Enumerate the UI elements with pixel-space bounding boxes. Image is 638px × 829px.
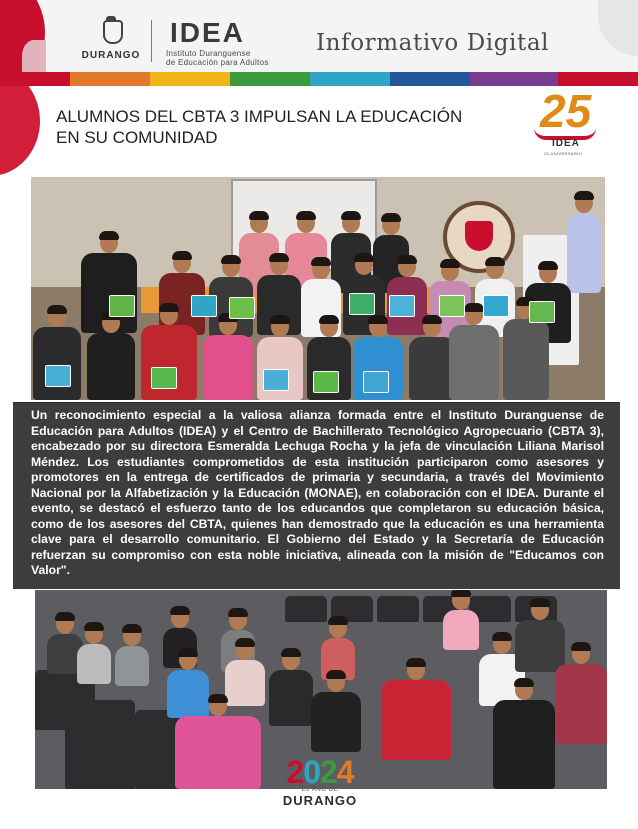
- stripe-segment: [390, 72, 470, 86]
- footer-year: [268, 755, 372, 789]
- certificate-booklet: [191, 295, 217, 317]
- person-hair: [178, 648, 198, 657]
- person-hair: [55, 612, 75, 621]
- article-body-text: Un reconocimiento especial a la valiosa alianza formada entre el Instituto Duranguense de Educación para Adultos (IDEA) y el Centro de Bachillerato Tecnológico Agropecuario (CBTA 3), encabezado por su directora Esmeralda Lechuga Rocha y la jefa de vinculación Liliana Marisol Méndez. Los estudiantes comprometidos de esta institución participaron como asesores y promotores en la entrega de certificados de primaria y secundaria, a través del Movimiento Nacional por la Alfabetización y la Educación (MONAE), en colaboración con el IDEA. Durante el evento, se destacó el esfuerzo tanto de los educandos que completaron su educación básica, como de los asesores del CBTA, quienes han demostrado que la educación es una herramienta clave para el desarrollo comunitario. El Gobierno del Estado y la Secretaría de Educación refuerzan su compromiso con esta noble iniciativa, alineada con la misión de "Educamos con Valor".: [31, 408, 604, 577]
- anniversary-tagline: 25 ANIVERSARIO: [544, 151, 583, 156]
- person-hair: [341, 211, 361, 220]
- person-hair: [440, 259, 460, 268]
- certificate-booklet: [109, 295, 135, 317]
- person-hair: [99, 231, 119, 240]
- certificate-booklet: [439, 295, 465, 317]
- person-hair: [47, 305, 67, 314]
- person-figure: [203, 335, 253, 400]
- footer-state: DURANGO: [282, 793, 358, 808]
- auditorium-seat: [377, 596, 419, 622]
- person-hair: [270, 315, 290, 324]
- person-hair: [122, 624, 142, 633]
- person-hair: [571, 642, 591, 651]
- person-figure: [77, 644, 111, 684]
- certificate-booklet: [389, 295, 415, 317]
- person-hair: [514, 678, 534, 687]
- header-divider: [151, 20, 152, 62]
- person-figure: [555, 664, 607, 744]
- person-hair: [172, 251, 192, 260]
- year-digit-char: 4: [336, 754, 354, 790]
- header-banner: [0, 0, 638, 72]
- person-hair: [235, 638, 255, 647]
- person-hair: [406, 658, 426, 667]
- red-corner-decoration: [0, 0, 46, 72]
- certificate-booklet: [529, 301, 555, 323]
- person-hair: [311, 257, 331, 266]
- person-hair: [319, 315, 339, 324]
- article-body-panel: [13, 402, 620, 589]
- person-figure: [33, 327, 81, 400]
- year-digit-char: 0: [303, 754, 320, 790]
- idea-logo-subtitle-line1: Instituto Duranguense: [166, 49, 251, 58]
- person-figure: [567, 213, 601, 293]
- person-figure: [225, 660, 265, 706]
- certificate-booklet: [313, 371, 339, 393]
- person-figure: [449, 325, 499, 400]
- certificate-booklet: [263, 369, 289, 391]
- article-headline: [56, 106, 506, 148]
- person-figure: [515, 620, 565, 672]
- durango-logo-text: DURANGO: [81, 50, 141, 61]
- certificate-booklet: [45, 365, 71, 387]
- person-hair: [492, 632, 512, 641]
- idea-logo-title: IDEA: [170, 17, 245, 48]
- anniversary-label: IDEA: [552, 138, 580, 149]
- person-hair: [170, 606, 190, 615]
- person-figure: [115, 646, 149, 686]
- person-hair: [368, 315, 388, 324]
- stripe-segment: [0, 72, 70, 86]
- person-hair: [249, 211, 269, 220]
- person-hair: [159, 303, 179, 312]
- person-hair: [451, 590, 471, 597]
- gray-corner-decoration: [598, 0, 638, 56]
- person-hair: [208, 694, 228, 703]
- person-figure: [311, 692, 361, 752]
- headline-line-2: EN SU COMUNIDAD: [56, 128, 218, 147]
- person-hair: [354, 253, 374, 262]
- person-figure: [175, 716, 261, 789]
- durango-logo: [80, 16, 142, 64]
- auditorium-seat: [285, 596, 327, 622]
- year-digit-char: 2: [286, 754, 304, 790]
- certificate-booklet: [151, 367, 177, 389]
- person-hair: [296, 211, 316, 220]
- year-digit-char: 2: [320, 754, 337, 790]
- person-hair: [530, 598, 550, 607]
- anniversary-number: 25: [540, 85, 592, 137]
- group-photo: [31, 177, 605, 400]
- idea-25-anniversary-icon: [530, 85, 610, 160]
- person-figure: [87, 333, 135, 400]
- person-figure: [503, 319, 549, 400]
- auditorium-seat: [65, 700, 135, 789]
- certificate-booklet: [229, 297, 255, 319]
- stripe-segment: [310, 72, 390, 86]
- person-hair: [574, 191, 594, 200]
- red-swoosh-decoration: [0, 86, 40, 176]
- person-hair: [84, 622, 104, 631]
- banner-title: Informativo Digital: [316, 30, 550, 56]
- person-hair: [221, 255, 241, 264]
- certificate-booklet: [363, 371, 389, 393]
- person-figure: [381, 680, 451, 760]
- person-hair: [269, 253, 289, 262]
- person-hair: [397, 255, 417, 264]
- person-hair: [538, 261, 558, 270]
- person-hair: [464, 303, 484, 312]
- stripe-segment: [70, 72, 150, 86]
- person-figure: [167, 670, 209, 718]
- certificate-booklet: [349, 293, 375, 315]
- headline-line-1: ALUMNOS DEL CBTA 3 IMPULSAN LA EDUCACIÓN: [56, 107, 463, 126]
- person-hair: [485, 257, 505, 266]
- year-of-durango-logo: [268, 755, 372, 815]
- year-digit: [286, 755, 353, 789]
- person-figure: [493, 700, 555, 789]
- person-hair: [281, 648, 301, 657]
- footer-caption: EL AÑO DE: [301, 787, 339, 793]
- person-hair: [381, 213, 401, 222]
- durango-crest-icon: [100, 16, 122, 42]
- person-hair: [228, 608, 248, 617]
- stripe-segment: [150, 72, 230, 86]
- certificate-booklet: [483, 295, 509, 317]
- person-hair: [328, 616, 348, 625]
- person-figure: [443, 610, 479, 650]
- person-hair: [326, 670, 346, 679]
- idea-logo-subtitle-line2: de Educación para Adultos: [166, 58, 269, 67]
- stripe-segment: [230, 72, 310, 86]
- person-figure: [269, 670, 313, 726]
